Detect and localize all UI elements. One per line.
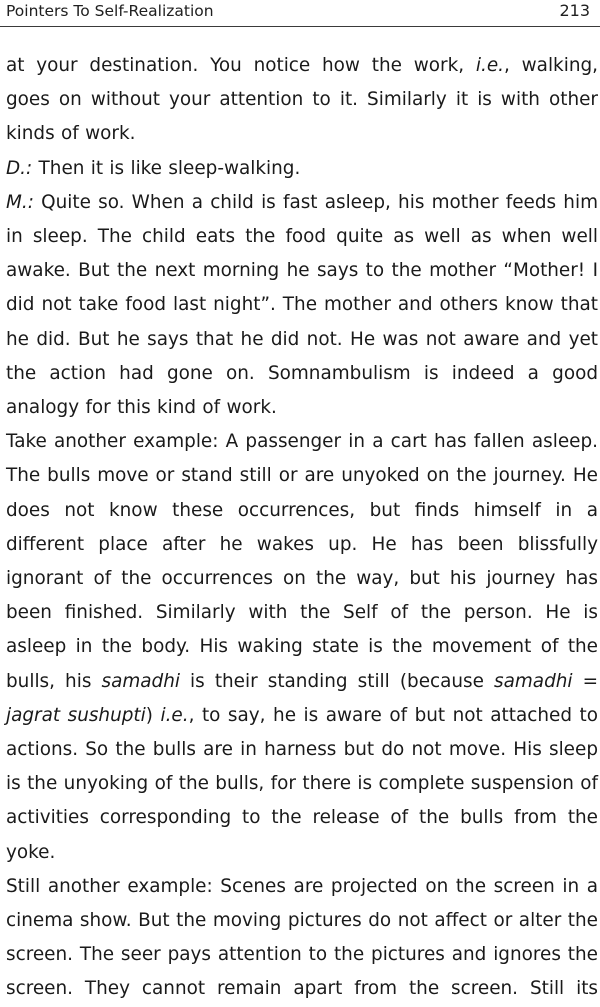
- italic-term: samadhi: [494, 670, 573, 692]
- text-run: Then it is like sleep-walking.: [32, 157, 301, 179]
- text-run: ): [145, 704, 161, 726]
- speaker-label: D.:: [6, 157, 33, 179]
- paragraph-4: [6, 425, 598, 870]
- text-run: Quite so. When a child is fast asleep, his mother feeds him in sleep. The child eats the food quite as well as when well awake. But the next morning he says to the mother “Mother! I did not take food last night”. The mother and others know that he did. But he says that he did not. He was not aware and yet the action had gone on. Somnambulism is indeed a good analogy for this kind of work.: [6, 191, 598, 419]
- paragraph-5: [6, 870, 598, 1007]
- italic-term: i.e.: [160, 704, 189, 726]
- speaker-label: M.:: [6, 191, 34, 213]
- italic-term: i.e.: [475, 55, 504, 76]
- text-run: , to say, he is aware of but not attached to actions. So the bulls are in harness but do not move. His sleep is the unyoking of the bulls, for there is complete suspension of activities corresponding to the release of the bulls from the yoke.: [6, 704, 598, 863]
- paragraph-3: [6, 186, 598, 425]
- text-run: , walking, goes on without your attention to it. Similarly it is with other kinds of work.: [6, 55, 598, 145]
- paragraph-2: [6, 152, 598, 186]
- text-run: =: [572, 670, 599, 692]
- text-run: Take another example: A passenger in a cart has fallen asleep. The bulls move or stand still or are unyoked on the journey. He does not know these occurrences, but finds himself in a different place after he wakes up. He has been blissfully ignorant of the occurrences on the way, but his journey has been finished. Similarly with the Self of the person. He is asleep in the body. His waking state is the movement of the bulls, his: [6, 431, 598, 692]
- body-text: [6, 49, 598, 1007]
- text-run: Still another example: Scenes are projected on the screen in a cinema show. But the moving pictures do not affect or alter the screen. The seer pays attention to the pictures and ignores the screen. They cannot remain apart from the screen. Still its: [6, 875, 598, 1000]
- paragraph-1: [6, 49, 598, 152]
- page-number: 213: [559, 1, 590, 20]
- running-title: Pointers To Self-Realization: [6, 2, 214, 20]
- text-run: at your destination. You notice how the work,: [6, 55, 476, 76]
- italic-term: jagrat sushupti: [6, 704, 146, 726]
- italic-term: samadhi: [101, 670, 180, 692]
- text-run: is their standing still (because: [179, 670, 495, 692]
- page-header: [0, 0, 600, 27]
